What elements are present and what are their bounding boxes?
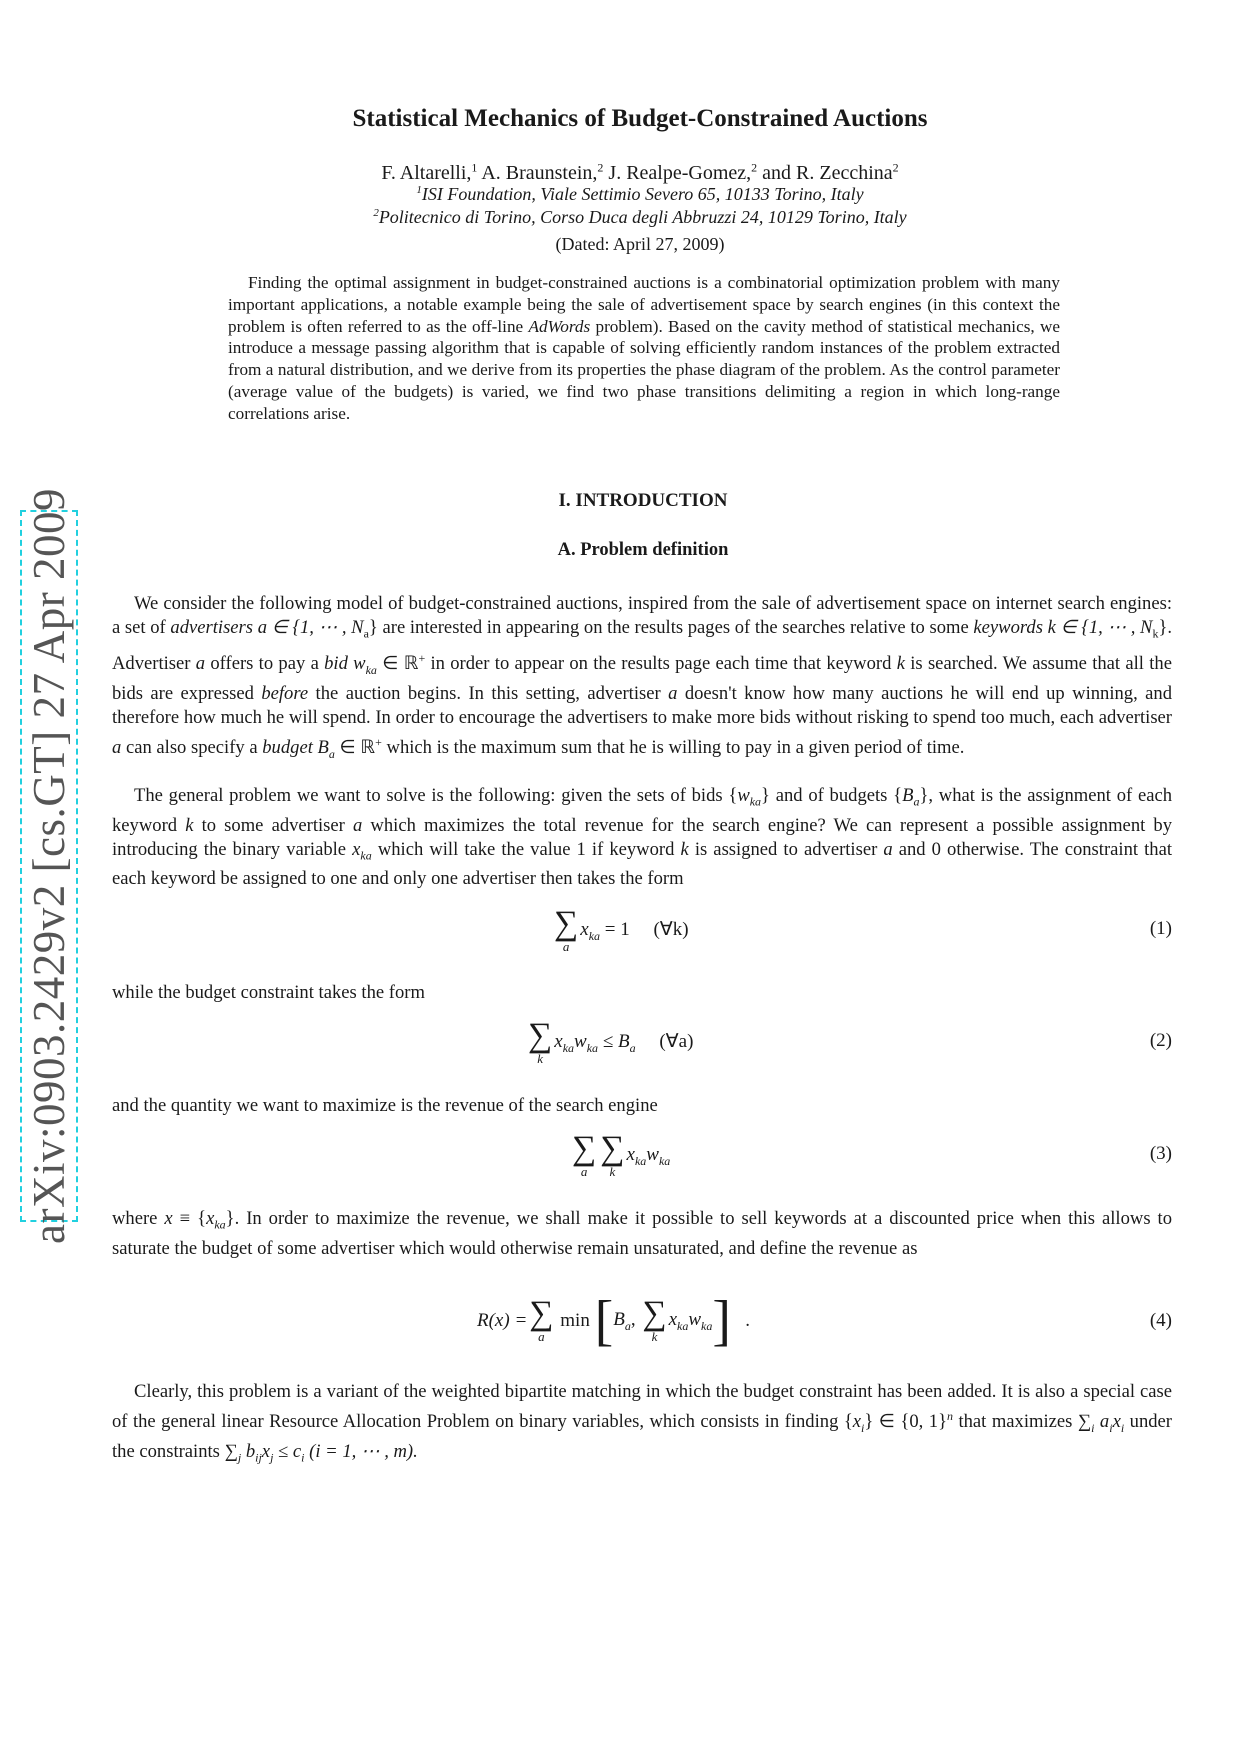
author-list	[0, 160, 1240, 185]
equation-1-body: ∑ a $x_{ka} = 1$ (∀k)	[554, 905, 689, 954]
author: F. Altarelli,$^1$	[381, 160, 478, 184]
arxiv-side-stamp	[20, 488, 78, 1244]
equation-2-body: ∑ k $x_{ka}w_{ka} \le B_a$ (∀a)	[528, 1017, 694, 1066]
equation-2	[112, 1017, 1172, 1090]
left-bracket: [	[594, 1290, 614, 1352]
subsection-heading: A. Problem definition	[557, 540, 729, 560]
summation-symbol: ∑ a	[529, 1295, 554, 1344]
paragraph-resource-allocation: Clearly, this problem is a variant of the weighted bipartite matching in which the budget constraint has been added. It is also a special case of the general linear Resource Allocation Problem on binary variables, which consists in finding $\{x_i\}$ ∈ {0, 1}$^n$ that maximizes $\sum_i$ $a_ix_i$ under the constraints $\sum_j$ $b_{ij}x_j \le c_i$ (i = 1, ⋯ , m).	[112, 1381, 1172, 1465]
author: A. Braunstein,$^2$	[481, 160, 604, 184]
equation-number: (4)	[1149, 1310, 1172, 1331]
equation-number: (3)	[1149, 1143, 1172, 1164]
line-revenue: and the quantity we want to maximize is the revenue of the search engine	[112, 1095, 658, 1116]
paragraph-general-problem: The general problem we want to solve is the following: given the sets of bids $\{w_{ka}\}$ and of budgets $\{B_a\}$, what is the assignment of each keyword k to some advertiser a which maximizes the total revenue for the search engine? We can represent a possible assignment by introducing the binary variable $x_{ka}$ which will take the value 1 if keyword k is assigned to advertiser a and 0 otherwise. The constraint that each keyword be assigned to one and only one advertiser then takes the form	[112, 785, 1173, 890]
affiliation: $^2$Politecnico di Torino, Corso Duca degli Abbruzzi 24, 10129 Torino, Italy	[373, 207, 907, 227]
author: and R. Zecchina$^2$	[762, 160, 899, 184]
author: J. Realpe-Gomez,$^2$	[608, 160, 758, 184]
affiliation: $^1$ISI Foundation, Viale Settimio Severo 65, 10133 Torino, Italy	[416, 184, 864, 204]
equation-3	[112, 1130, 1172, 1203]
equation-number: (1)	[1149, 918, 1172, 939]
summation-symbol: ∑ a	[572, 1130, 597, 1179]
right-bracket: ]	[712, 1290, 732, 1352]
equation-number: (2)	[1149, 1030, 1172, 1051]
equation-4	[112, 1290, 1172, 1376]
summation-symbol: ∑ a	[554, 905, 579, 954]
summation-symbol: ∑ k	[642, 1295, 667, 1344]
summation-symbol: ∑ k	[600, 1130, 625, 1179]
equation-1	[112, 905, 1172, 978]
section-heading: I. INTRODUCTION	[558, 490, 728, 511]
paragraph-revenue-definition: where $x \equiv \{x_{ka}\}$. In order to maximize the revenue, we shall make it possible to sell keywords at a discounted price when this allows to saturate the budget of some advertiser which would otherwise remain unsaturated, and define the revenue as	[112, 1208, 1172, 1259]
equation-4-body: R(x) = ∑ a $\min [B_a$, ∑ k $x_{ka}w_{ka}$] .	[477, 1290, 751, 1352]
paragraph-problem-model: We consider the following model of budget-constrained auctions, inspired from the sale of advertisement space on internet search engines: a set of advertisers a ∈ {1, ⋯ , $N_a$} are interested in appearing on the results pages of the searches relative to some keywords k ∈ {1, ⋯ , $N_k$}. Advertiser a offers to pay a bid $w_{ka}$ ∈ ℝ+ in order to appear on the results page each time that keyword k is searched. We assume that all the bids are expressed before the auction begins. In this setting, advertiser a doesn't know how many auctions he will end up winning, and therefore how much he will spend. In order to encourage the advertisers to make more bids without risking to spend too much, each advertiser a can also specify a budget $B_a$ ∈ ℝ+ which is the maximum sum that he is willing to pay in a given period of time.	[112, 593, 1173, 761]
abstract: Finding the optimal assignment in budget-constrained auctions is a combinatorial optimization problem with many important applications, a notable example being the sale of advertisement space by search engines (in this context the problem is often referred to as the off-line AdWords problem). Based on the cavity method of statistical mechanics, we introduce a message passing algorithm that is capable of solving efficiently random instances of the problem extracted from a natural distribution, and we derive from its properties the phase diagram of the problem. As the control parameter (average value of the budgets) is varied, we find two phase transitions delimiting a region in which long-range correlations arise.	[228, 273, 1060, 423]
equation-3-body: ∑ a ∑ k $x_{ka}w_{ka}$	[572, 1130, 671, 1179]
summation-symbol: ∑ k	[528, 1017, 553, 1066]
date-line: (Dated: April 27, 2009)	[555, 234, 725, 254]
line-budget-constraint: while the budget constraint takes the form	[112, 982, 425, 1003]
paper-title: Statistical Mechanics of Budget-Constrained Auctions	[352, 105, 928, 132]
arxiv-identifier: arXiv:0903.2429v2 [cs.GT] 27 Apr 2009	[24, 488, 74, 1244]
